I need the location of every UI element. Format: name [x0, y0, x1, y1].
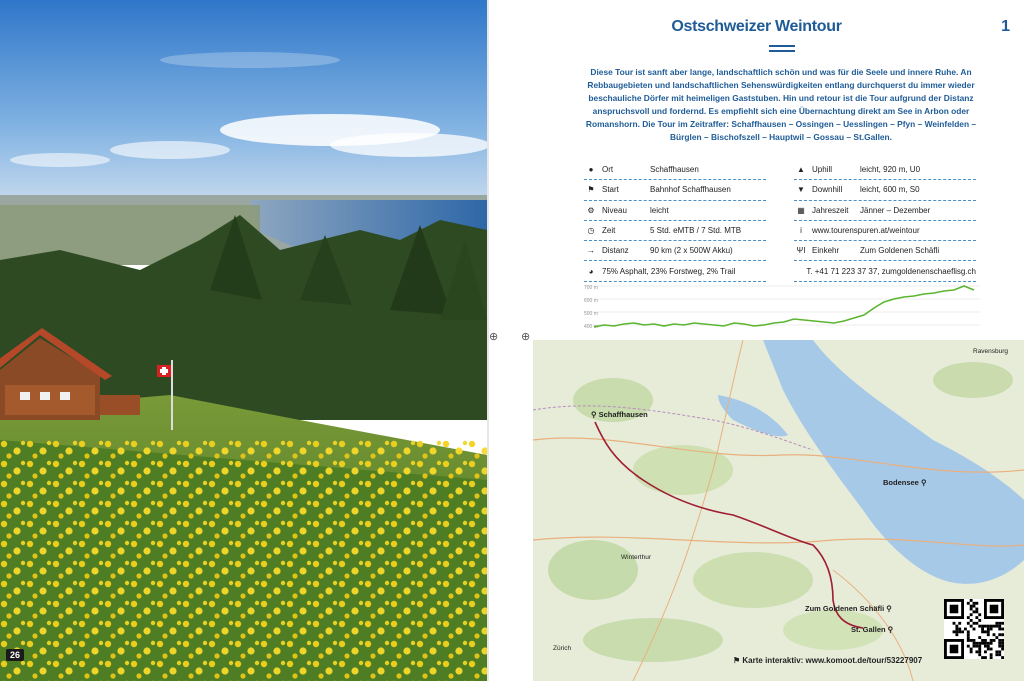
map-link[interactable]: ⚑ Karte interaktiv: www.komoot.de/tour/53227907 — [733, 656, 923, 665]
fact-value: 90 km (2 x 500W Akku) — [650, 246, 733, 256]
profile-tick-label: 500 m — [584, 311, 598, 317]
fact-value: Zum Goldenen Schäfli — [860, 246, 940, 256]
downhill-icon: ▼ — [797, 185, 805, 195]
title-underline — [769, 50, 795, 52]
fact-value: leicht, 600 m, S0 — [860, 185, 920, 195]
fact-row — [584, 221, 766, 241]
tour-number: 1 — [1001, 18, 1010, 35]
map-label-zurich: Zürich — [553, 645, 572, 652]
map-label-bodensee: Bodensee ⚲ — [883, 478, 927, 487]
fact-key: Downhill — [812, 185, 843, 195]
fact-key: Distanz — [602, 246, 629, 256]
fact-value: www.tourenspuren.at/weintour — [812, 226, 920, 236]
fact-row — [794, 201, 976, 221]
fact-row — [794, 180, 976, 200]
profile-tick-label: 600 m — [584, 298, 598, 304]
signpost-icon: ⚑ — [587, 185, 595, 195]
fact-value: Bahnhof Schaffhausen — [650, 185, 731, 195]
arrow-right-icon: → — [587, 246, 595, 256]
fact-row — [584, 261, 766, 281]
fact-value: T. +41 71 223 37 37, zumgoldenenschaeflisg.ch — [806, 266, 976, 276]
title-underline — [769, 45, 795, 47]
fact-key: Start — [602, 185, 619, 195]
fact-key: Niveau — [602, 205, 627, 215]
fork-knife-icon: ΨΙ — [796, 246, 806, 256]
profile-tick-label: 400 m — [584, 324, 598, 330]
fact-row — [794, 261, 976, 281]
globe-icon: ● — [588, 165, 594, 175]
map-label-schaffhausen: ⚲ Schaffhausen — [591, 410, 648, 419]
fact-value: 75% Asphalt, 23% Forstweg, 2% Trail — [602, 266, 736, 276]
registration-mark-icon: ⊕ — [489, 331, 499, 343]
fact-row — [794, 160, 976, 180]
tour-page — [489, 0, 1024, 681]
registration-mark-icon: ⊕ — [521, 331, 531, 343]
elevation-profile — [584, 280, 980, 332]
fact-key: Einkehr — [812, 246, 840, 256]
fact-key: Ort — [602, 165, 614, 175]
fact-row — [584, 180, 766, 200]
info-icon: i — [800, 226, 802, 236]
landscape-photo — [0, 0, 487, 681]
fact-row — [794, 221, 976, 241]
elevation-line — [594, 286, 974, 327]
fact-key: Jahreszeit — [812, 205, 849, 215]
fact-value: Jänner – Dezember — [860, 205, 931, 215]
fact-row — [584, 201, 766, 221]
fact-value: leicht — [650, 205, 669, 215]
map-label-ravensburg: Ravensburg — [973, 348, 1009, 355]
bike-icon: ⚙ — [587, 205, 595, 215]
fact-value: leicht, 920 m, U0 — [860, 165, 921, 175]
calendar-icon: ▦ — [797, 205, 805, 215]
route-map[interactable] — [533, 340, 1024, 681]
fact-key: Zeit — [602, 226, 616, 236]
page-number-left: 26 — [6, 649, 24, 661]
pie-icon: ◕ — [588, 266, 594, 276]
facts-right-column — [794, 160, 976, 282]
fact-row — [584, 160, 766, 180]
tour-intro: Diese Tour ist sanft aber lange, landschaftlich schön und was für die Seele und innere Ruhe. An Rebbaugebieten und landschaftlichen Sehenswürdigkeiten entlang durchquerst du immer wieder beschauliche Dörfer mit heimeligen Gaststuben. Hin und retour ist die Tour aufgrund der Distanz anspruchsvoll und fordernd. Es empfiehlt sich eine Übernachtung direkt am See in Arbon oder Romanshorn. Die Tour im Zeitraffer: Schaffhausen – Ossingen – Uesslingen – Pfyn – Weinfelden – Bürglen – Bischofszell – Hauptwil – Gossau – St.Gallen. — [585, 67, 977, 143]
qr-code[interactable] — [944, 599, 1004, 659]
fact-value: 5 Std. eMTB / 7 Std. MTB — [650, 226, 742, 236]
map-label-schaefli: Zum Goldenen Schäfli ⚲ — [805, 604, 892, 613]
map-label-st-gallen: St. Gallen ⚲ — [851, 625, 894, 634]
profile-tick-label: 700 m — [584, 285, 598, 291]
fact-row — [794, 241, 976, 261]
uphill-icon: ▲ — [797, 165, 805, 175]
fact-row — [584, 241, 766, 261]
fact-key: Uphill — [812, 165, 833, 175]
facts-left-column — [584, 160, 766, 282]
tour-title: Ostschweizer Weintour — [671, 18, 842, 35]
map-label-winterthur: Winterthur — [621, 554, 651, 561]
clock-icon: ◷ — [587, 226, 595, 236]
fact-value: Schaffhausen — [650, 165, 699, 175]
